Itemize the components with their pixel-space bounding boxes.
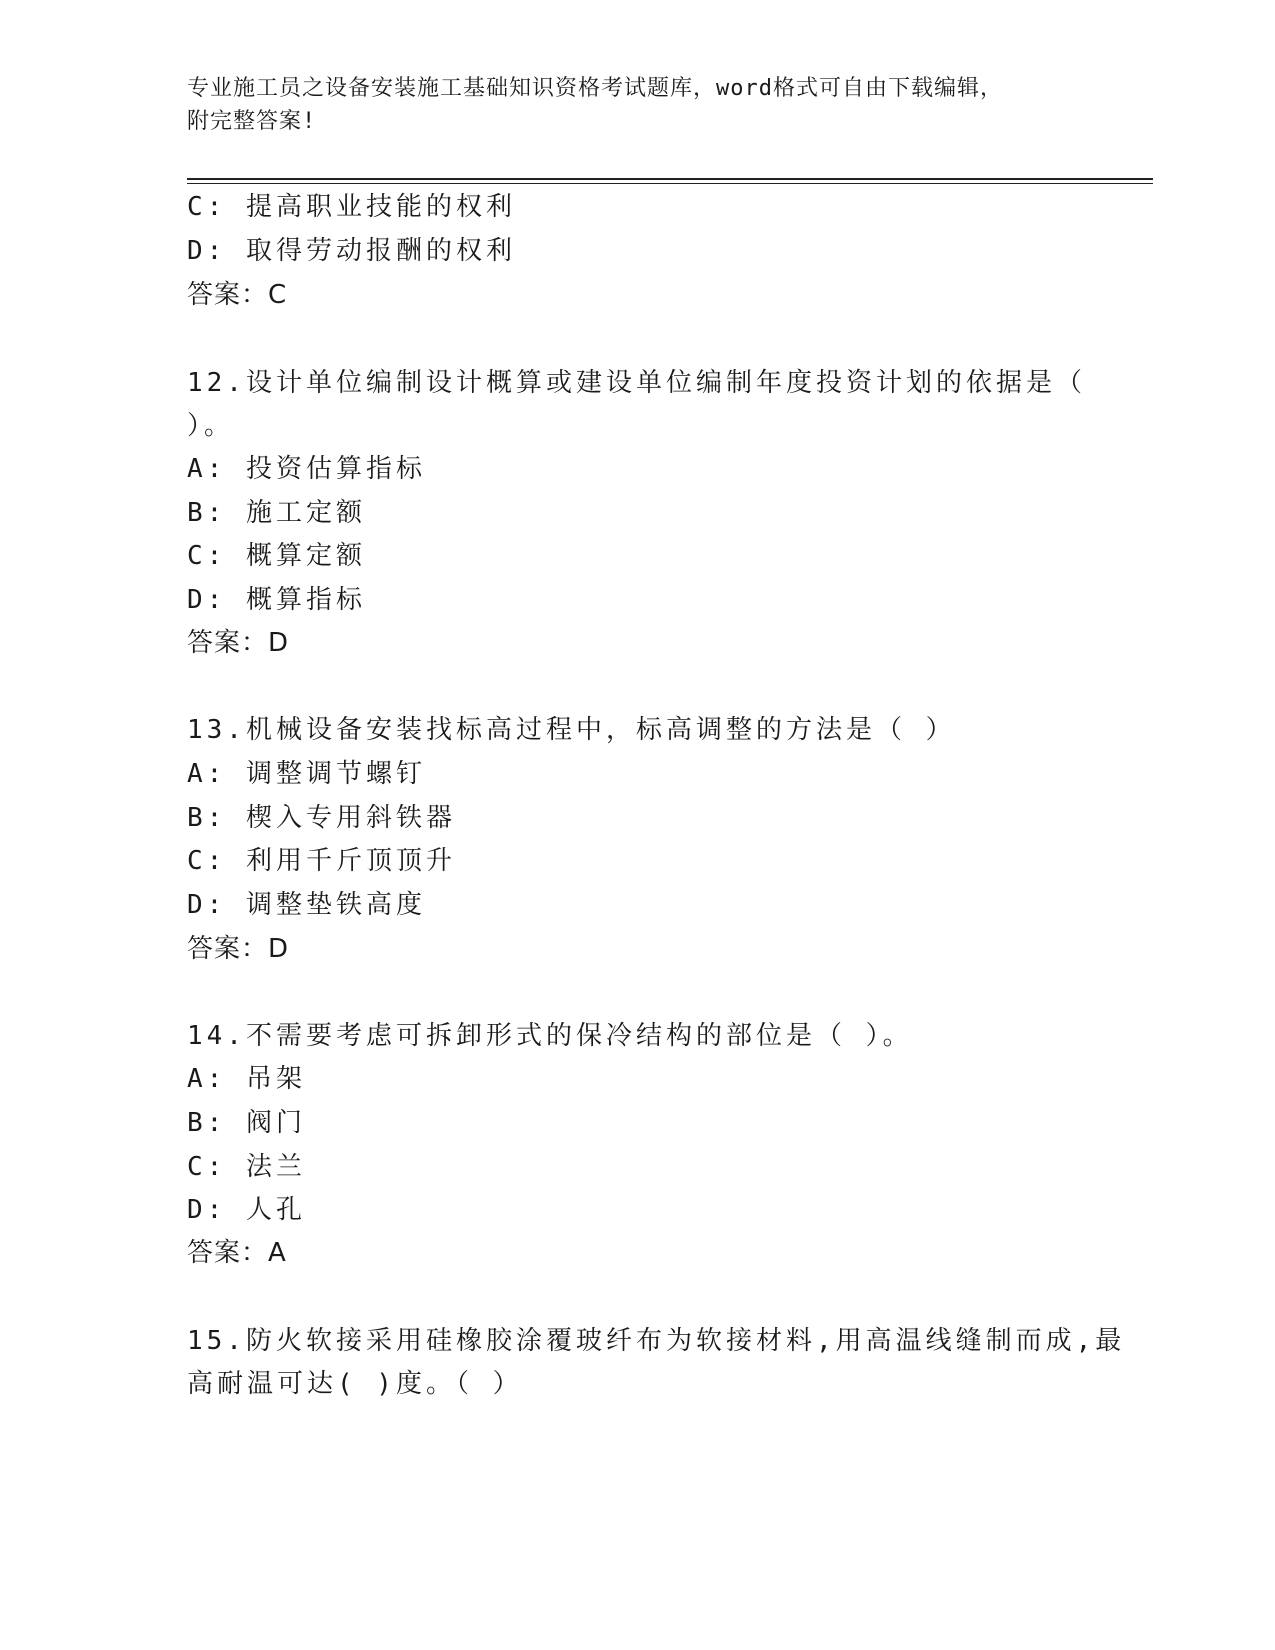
q14-answer: 答案：A <box>187 1238 287 1268</box>
header-title-line-2: 附完整答案! <box>187 109 317 134</box>
document-header <box>187 72 1087 138</box>
q12-option-d: D: 概算指标 <box>187 585 366 615</box>
q13-answer: 答案：D <box>187 934 290 964</box>
q11-option-d: D: 取得劳动报酬的权利 <box>187 236 516 266</box>
q14-option-d: D: 人孔 <box>187 1195 306 1225</box>
q12-answer: 答案：D <box>187 628 290 658</box>
q13-option-c: C: 利用千斤顶顶升 <box>187 846 456 876</box>
q15-stem-line-2: 高耐温可达( )度。（ ） <box>187 1369 523 1399</box>
q12-stem-line-2: ）。 <box>187 411 235 441</box>
q15-stem-line-1: 15.防火软接采用硅橡胶涂覆玻纤布为软接材料,用高温线缝制而成,最 <box>187 1326 1126 1356</box>
header-title-line-1: 专业施工员之设备安装施工基础知识资格考试题库，word格式可自由下载编辑， <box>187 76 1003 101</box>
q14-stem: 14.不需要考虑可拆卸形式的保冷结构的部位是（ ）。 <box>187 1021 913 1051</box>
q14-option-a: A: 吊架 <box>187 1064 306 1094</box>
q13-option-a: A: 调整调节螺钉 <box>187 759 426 789</box>
header-divider-thick <box>187 178 1153 180</box>
q13-option-b: B: 楔入专用斜铁器 <box>187 803 456 833</box>
q13-option-d: D: 调整垫铁高度 <box>187 890 426 920</box>
q12-option-a: A: 投资估算指标 <box>187 454 426 484</box>
q12-option-b: B: 施工定额 <box>187 498 366 528</box>
q13-stem: 13.机械设备安装找标高过程中，标高调整的方法是（ ） <box>187 715 956 745</box>
q14-option-b: B: 阀门 <box>187 1108 306 1138</box>
q11-option-c: C: 提高职业技能的权利 <box>187 192 516 222</box>
q12-option-c: C: 概算定额 <box>187 541 366 571</box>
q14-option-c: C: 法兰 <box>187 1152 306 1182</box>
q11-answer: 答案：C <box>187 280 288 310</box>
header-divider-thin <box>187 183 1153 184</box>
q12-stem-line-1: 12.设计单位编制设计概算或建设单位编制年度投资计划的依据是（ <box>187 368 1086 398</box>
